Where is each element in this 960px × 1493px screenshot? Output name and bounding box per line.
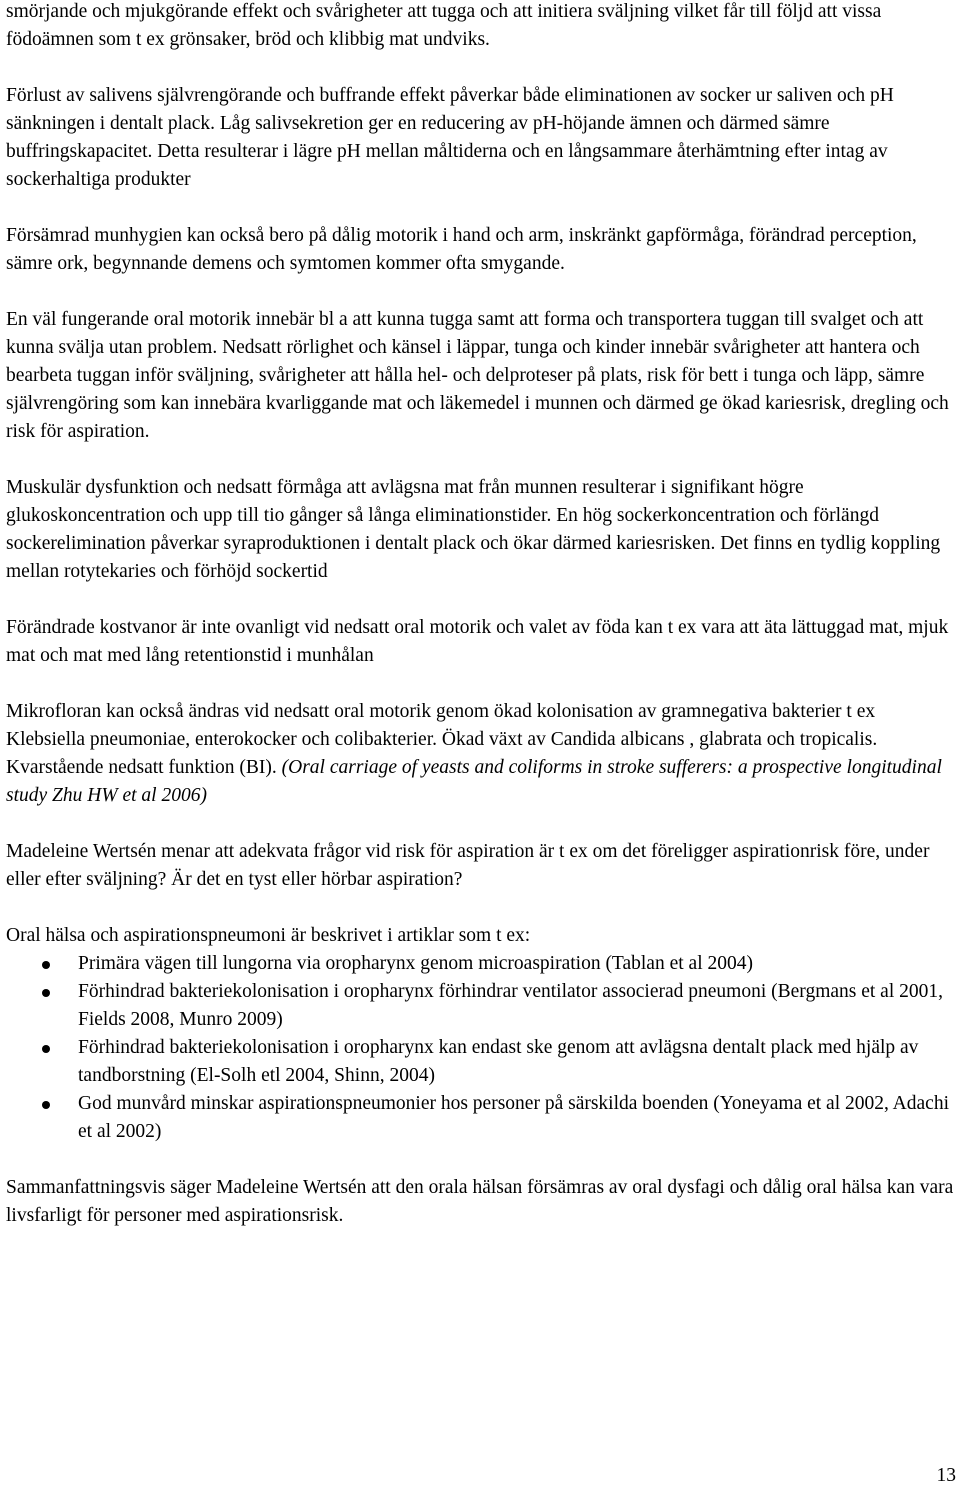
bullet-icon (42, 989, 50, 997)
list-item (6, 950, 956, 978)
paragraph-sammanfattning: Sammanfattningsvis säger Madeleine Wertsén att den orala hälsan försämras av oral dysfagi och dålig oral hälsa kan vara livsfarligt för personer med aspirationsrisk. (6, 1177, 954, 1226)
list-item-text: God munvård minskar aspirationspneumonier hos personer på särskilda boenden (Yoneyama et al 2002, Adachi et al 2002) (78, 1093, 949, 1142)
bullet-icon (42, 961, 50, 969)
list-item-text: Förhindrad bakteriekolonisation i oropharynx kan endast ske genom att avlägsna dentalt plack med hjälp av tandborstning (El-Solh etl 2004, Shinn, 2004) (78, 1037, 919, 1086)
mikroflora-text: Mikrofloran kan också ändras vid nedsatt oral motorik genom ökad kolonisation av gramnegativa bakterier t ex Klebsiella pneumoniae, enterokocker och colibakterier. Ökad växt av Candida albicans , glabrata och tropicalis. Kvarstående nedsatt funktion (BI). (6, 701, 878, 778)
bullet-list (6, 950, 956, 1146)
paragraph-oral-motorik: En väl fungerande oral motorik innebär bl a att kunna tugga samt att forma och transportera tuggan till svalget och att kunna svälja utan problem. Nedsatt rörlighet och känsel i läppar, tunga och kinder innebär svårigheter att hantera och bearbeta tuggan inför sväljning, svårigheter att hålla hel- och delproteser på plats, risk för bett i tunga och läpp, sämre självrengöring som kan innebära kvarliggande mat och läkemedel i munnen och därmed ge ökad kariesrisk, dregling och risk för aspiration. (6, 309, 949, 442)
bullet-icon (42, 1101, 50, 1109)
paragraph-munhygien: Försämrad munhygien kan också bero på dålig motorik i hand och arm, inskränkt gapförmåga, förändrad perception, sämre ork, begynnande demens och symtomen kommer ofta smygande. (6, 225, 917, 274)
page-number: 13 (936, 1465, 956, 1486)
document-page (6, 0, 956, 1258)
paragraph-mikroflora (6, 698, 956, 810)
list-item-text: Förhindrad bakteriekolonisation i oropharynx förhindrar ventilator associerad pneumoni (Bergmans et al 2001, Fields 2008, Munro 2009) (78, 981, 943, 1030)
bullet-icon (42, 1045, 50, 1053)
list-item-text: Primära vägen till lungorna via oropharynx genom microaspiration (Tablan et al 2004) (78, 953, 753, 974)
list-item (6, 1034, 956, 1090)
paragraph-saliv-effekt: smörjande och mjukgörande effekt och svårigheter att tugga och att initiera sväljning vilket får till följd att vissa födoämnen som t ex grönsaker, bröd och klibbig mat undviks. (6, 1, 882, 50)
paragraph-aspiration-fragor: Madeleine Wertsén menar att adekvata frågor vid risk för aspiration är t ex om det föreligger aspirationrisk före, under eller efter sväljning? Är det en tyst eller hörbar aspiration? (6, 841, 930, 890)
paragraph-kostvanor: Förändrade kostvanor är inte ovanligt vid nedsatt oral motorik och valet av föda kan t ex vara att äta lättuggad mat, mjuk mat och mat med lång retentionstid i munhålan (6, 617, 949, 666)
list-item (6, 978, 956, 1034)
paragraph-list-intro: Oral hälsa och aspirationspneumoni är beskrivet i artiklar som t ex: (6, 925, 531, 946)
paragraph-salivens-buffring: Förlust av salivens självrengörande och buffrande effekt påverkar både eliminationen av socker ur saliven och pH sänkningen i dentalt plack. Låg salivsekretion ger en reducering av pH-höjande ämnen och därmed sämre buffringskapacitet. Detta resulterar i lägre pH mellan måltiderna och en långsammare återhämtning efter intag av sockerhaltiga produkter (6, 85, 894, 190)
list-item (6, 1090, 956, 1146)
paragraph-muskular-dysfunktion: Muskulär dysfunktion och nedsatt förmåga att avlägsna mat från munnen resulterar i signifikant högre glukoskoncentration och upp till tio gånger så långa eliminationstider. En hög sockerkoncentration och förlängd sockerelimination påverkar syraproduktionen i dentalt plack och ökar därmed kariesrisken. Det finns en tydlig koppling mellan rotytekaries och förhöjd sockertid (6, 477, 941, 582)
mikroflora-citation: (Oral carriage of yeasts and coliforms in stroke sufferers: a prospective longitudinal study Zhu HW et al 2006) (6, 757, 942, 806)
